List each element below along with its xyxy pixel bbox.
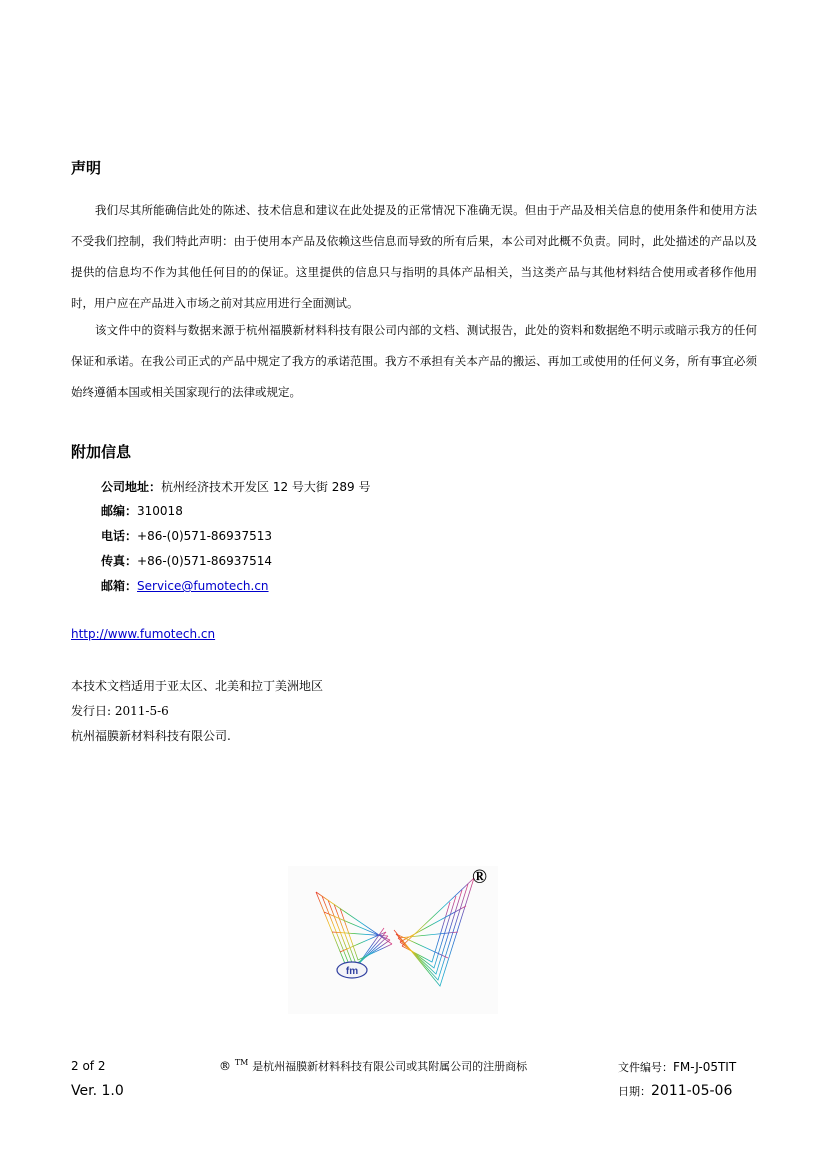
issue-date: 发行日: 2011-5-6 [71, 704, 169, 718]
disclaimer-paragraph-1: 我们尽其所能确信此处的陈述、技术信息和建议在此处提及的正常情况下准确无误。但由于产品及相关信息的使用条件和使用方法不受我们控制，我们特此声明：由于使用本产品及依赖这些信息而导致的所有后果，本公司对此概不负责。同时，此处描述的产品以及提供的信息均不作为其他任何目的的保证。这里提供的信息只与指明的具体产品相关，当这类产品与其他材料结合使用或者移作他用时，用户应在产品进入市场之前对其应用进行全面测试。 [71, 203, 757, 310]
page-number: 2 of 2 [71, 1059, 106, 1073]
tm-symbol: TM [234, 1058, 249, 1067]
trademark-note [219, 1058, 527, 1074]
zip-row [101, 503, 183, 519]
document-date [618, 1083, 732, 1099]
phone-row [101, 528, 272, 544]
website-link[interactable]: http://www.fumotech.cn [71, 627, 216, 641]
email-row [101, 578, 269, 594]
address-row [101, 479, 370, 495]
fm-badge-text: fm [345, 966, 359, 977]
phone-label: 电话： [101, 529, 138, 543]
document-number [618, 1059, 736, 1075]
fm-wings-logo-icon [288, 866, 498, 1014]
zip-label: 邮编： [101, 504, 138, 518]
region-note: 本技术文档适用于亚太区、北美和拉丁美洲地区 [71, 679, 324, 693]
zip-value: 310018 [137, 504, 183, 518]
email-label: 邮箱： [101, 579, 138, 593]
document-date-label: 日期： [618, 1085, 651, 1098]
address-label: 公司地址： [101, 480, 162, 494]
disclaimer-heading: 声明 [71, 159, 102, 177]
fax-row [101, 553, 272, 569]
company-logo [288, 866, 498, 1014]
address-value: 杭州经济技术开发区 12 号大街 289 号 [161, 480, 371, 494]
additional-info-heading: 附加信息 [71, 443, 132, 461]
document-number-label: 文件编号： [618, 1061, 673, 1074]
company-name: 杭州福膜新材料科技有限公司. [71, 729, 231, 743]
version: Ver. 1.0 [71, 1083, 124, 1099]
email-link[interactable]: Service@fumotech.cn [137, 579, 269, 593]
fax-value: +86-(0)571-86937514 [137, 554, 272, 568]
registered-symbol: ® [219, 1059, 231, 1073]
document-number-value: FM-J-05TIT [673, 1060, 737, 1074]
phone-value: +86-(0)571-86937513 [137, 529, 272, 543]
registered-mark-icon: ® [472, 866, 487, 888]
trademark-text: 是杭州福膜新材料科技有限公司或其附属公司的注册商标 [252, 1060, 528, 1073]
disclaimer-paragraph-2: 该文件中的资料与数据来源于杭州福膜新材料科技有限公司内部的文档、测试报告，此处的资料和数据绝不明示或暗示我方的任何保证和承诺。在我公司正式的产品中规定了我方的承诺范围。我方不承担有关本产品的搬运、再加工或使用的任何义务，所有事宜必须始终遵循本国或相关国家现行的法律或规定。 [71, 323, 757, 399]
fax-label: 传真： [101, 554, 138, 568]
document-date-value: 2011-05-06 [651, 1083, 733, 1099]
